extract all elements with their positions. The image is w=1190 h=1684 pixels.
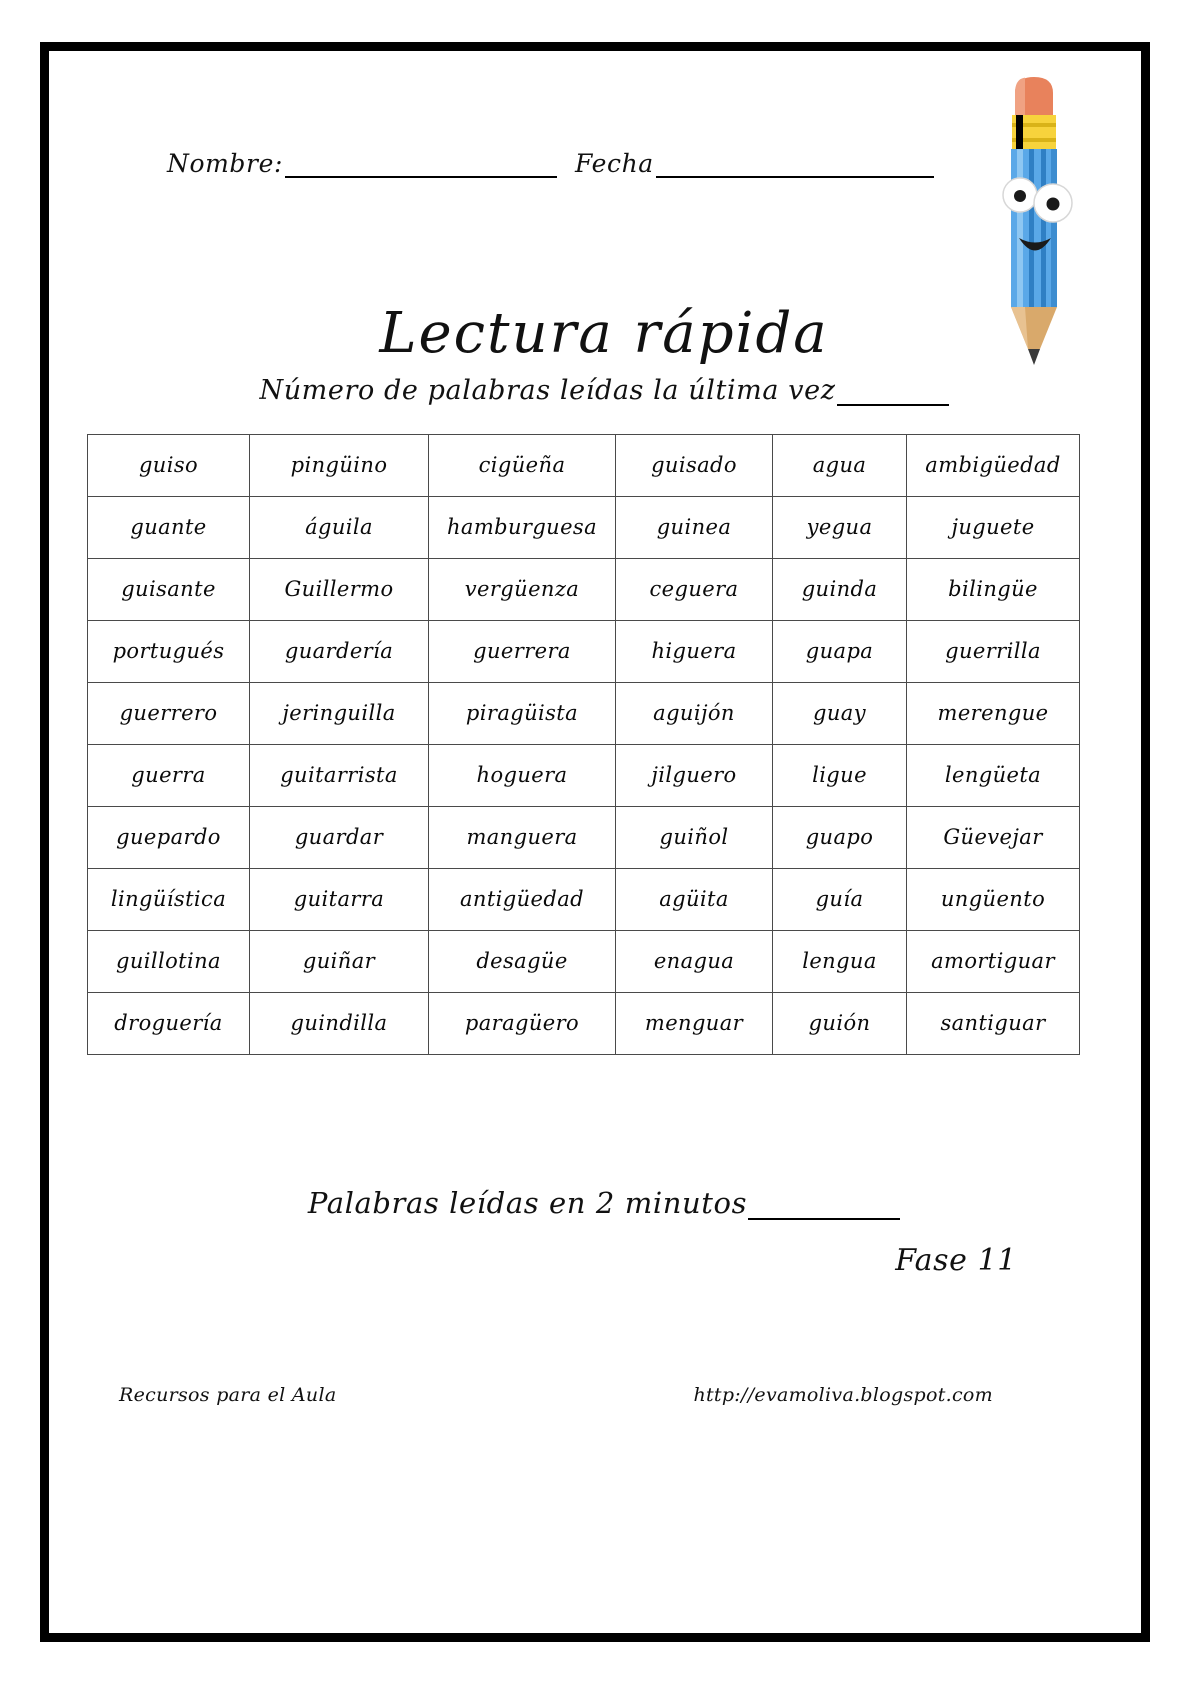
table-row	[88, 807, 1080, 869]
pencil-stripe	[1041, 149, 1046, 307]
word-cell: guillotina	[88, 931, 250, 993]
word-cell: guindilla	[250, 993, 429, 1055]
page-border-frame	[40, 42, 1150, 1642]
word-cell: cigüeña	[429, 435, 616, 497]
word-cell: ceguera	[616, 559, 773, 621]
pencil-stripe	[1029, 149, 1034, 307]
word-cell: santiguar	[907, 993, 1080, 1055]
word-grid-body	[88, 435, 1080, 1055]
word-cell: guisante	[88, 559, 250, 621]
table-row	[88, 993, 1080, 1055]
word-cell: ungüento	[907, 869, 1080, 931]
footer-url: http://evamoliva.blogspot.com	[693, 1384, 993, 1406]
word-cell: guepardo	[88, 807, 250, 869]
word-cell: antigüedad	[429, 869, 616, 931]
word-cell: pingüino	[250, 435, 429, 497]
word-cell: menguar	[616, 993, 773, 1055]
table-row	[88, 931, 1080, 993]
words-read-input-line[interactable]	[748, 1196, 900, 1220]
right-pupil	[1047, 198, 1060, 211]
table-row	[88, 621, 1080, 683]
word-cell: higuera	[616, 621, 773, 683]
table-row	[88, 559, 1080, 621]
word-cell: hoguera	[429, 745, 616, 807]
word-cell: guiñar	[250, 931, 429, 993]
word-cell: yegua	[773, 497, 907, 559]
word-cell: manguera	[429, 807, 616, 869]
phase-label: Fase 11	[895, 1243, 1017, 1278]
word-grid	[87, 434, 1080, 1055]
word-cell: águila	[250, 497, 429, 559]
pencil-body-highlight	[1017, 149, 1023, 307]
word-cell: guinea	[616, 497, 773, 559]
pencil-character-icon	[975, 75, 1095, 365]
page-title: Lectura rápida	[379, 301, 829, 366]
word-cell: enagua	[616, 931, 773, 993]
word-cell: guante	[88, 497, 250, 559]
student-info-row	[167, 149, 1047, 178]
word-cell: guapa	[773, 621, 907, 683]
word-cell: lingüística	[88, 869, 250, 931]
date-label: Fecha	[575, 149, 654, 178]
word-cell: amortiguar	[907, 931, 1080, 993]
word-cell: Güevejar	[907, 807, 1080, 869]
word-cell: guapo	[773, 807, 907, 869]
word-cell: agüita	[616, 869, 773, 931]
word-cell: jilguero	[616, 745, 773, 807]
word-cell: guión	[773, 993, 907, 1055]
word-cell: juguete	[907, 497, 1080, 559]
footer-credit: Recursos para el Aula	[119, 1384, 337, 1406]
word-cell: guiñol	[616, 807, 773, 869]
table-row	[88, 745, 1080, 807]
word-cell: piragüista	[429, 683, 616, 745]
word-cell: lengua	[773, 931, 907, 993]
date-input-line[interactable]	[656, 154, 934, 178]
table-row	[88, 683, 1080, 745]
word-cell: guitarra	[250, 869, 429, 931]
word-cell: paragüero	[429, 993, 616, 1055]
word-cell: vergüenza	[429, 559, 616, 621]
word-cell: Guillermo	[250, 559, 429, 621]
previous-score-row	[49, 375, 1159, 406]
word-cell: lengüeta	[907, 745, 1080, 807]
word-cell: guisado	[616, 435, 773, 497]
footer	[119, 1384, 1081, 1406]
word-cell: ambigüedad	[907, 435, 1080, 497]
left-pupil	[1014, 190, 1026, 202]
word-cell: ligue	[773, 745, 907, 807]
word-cell: droguería	[88, 993, 250, 1055]
word-cell: portugués	[88, 621, 250, 683]
word-cell: guía	[773, 869, 907, 931]
word-cell: guardar	[250, 807, 429, 869]
word-cell: aguijón	[616, 683, 773, 745]
word-cell: guinda	[773, 559, 907, 621]
table-row	[88, 869, 1080, 931]
word-cell: hamburguesa	[429, 497, 616, 559]
word-cell: guerra	[88, 745, 250, 807]
pencil-tip	[1028, 349, 1040, 365]
words-read-row	[49, 1186, 1159, 1220]
word-cell: guerrera	[429, 621, 616, 683]
pencil-wood-highlight	[1011, 307, 1028, 349]
word-cell: agua	[773, 435, 907, 497]
ferrule-highlight	[1016, 115, 1023, 149]
table-row	[88, 435, 1080, 497]
name-input-line[interactable]	[285, 154, 557, 178]
words-read-label: Palabras leídas en 2 minutos	[307, 1186, 748, 1220]
word-cell: guerrilla	[907, 621, 1080, 683]
pencil-body-shade	[1051, 149, 1057, 307]
name-label: Nombre:	[167, 149, 284, 178]
word-cell: merengue	[907, 683, 1080, 745]
eraser-highlight	[1015, 78, 1025, 115]
word-cell: guiso	[88, 435, 250, 497]
table-row	[88, 497, 1080, 559]
word-cell: jeringuilla	[250, 683, 429, 745]
word-cell: guay	[773, 683, 907, 745]
word-cell: desagüe	[429, 931, 616, 993]
word-cell: guerrero	[88, 683, 250, 745]
word-cell: bilingüe	[907, 559, 1080, 621]
previous-score-input-line[interactable]	[837, 384, 949, 406]
previous-score-label: Número de palabras leídas la última vez	[259, 375, 836, 406]
word-cell: guitarrista	[250, 745, 429, 807]
word-cell: guardería	[250, 621, 429, 683]
